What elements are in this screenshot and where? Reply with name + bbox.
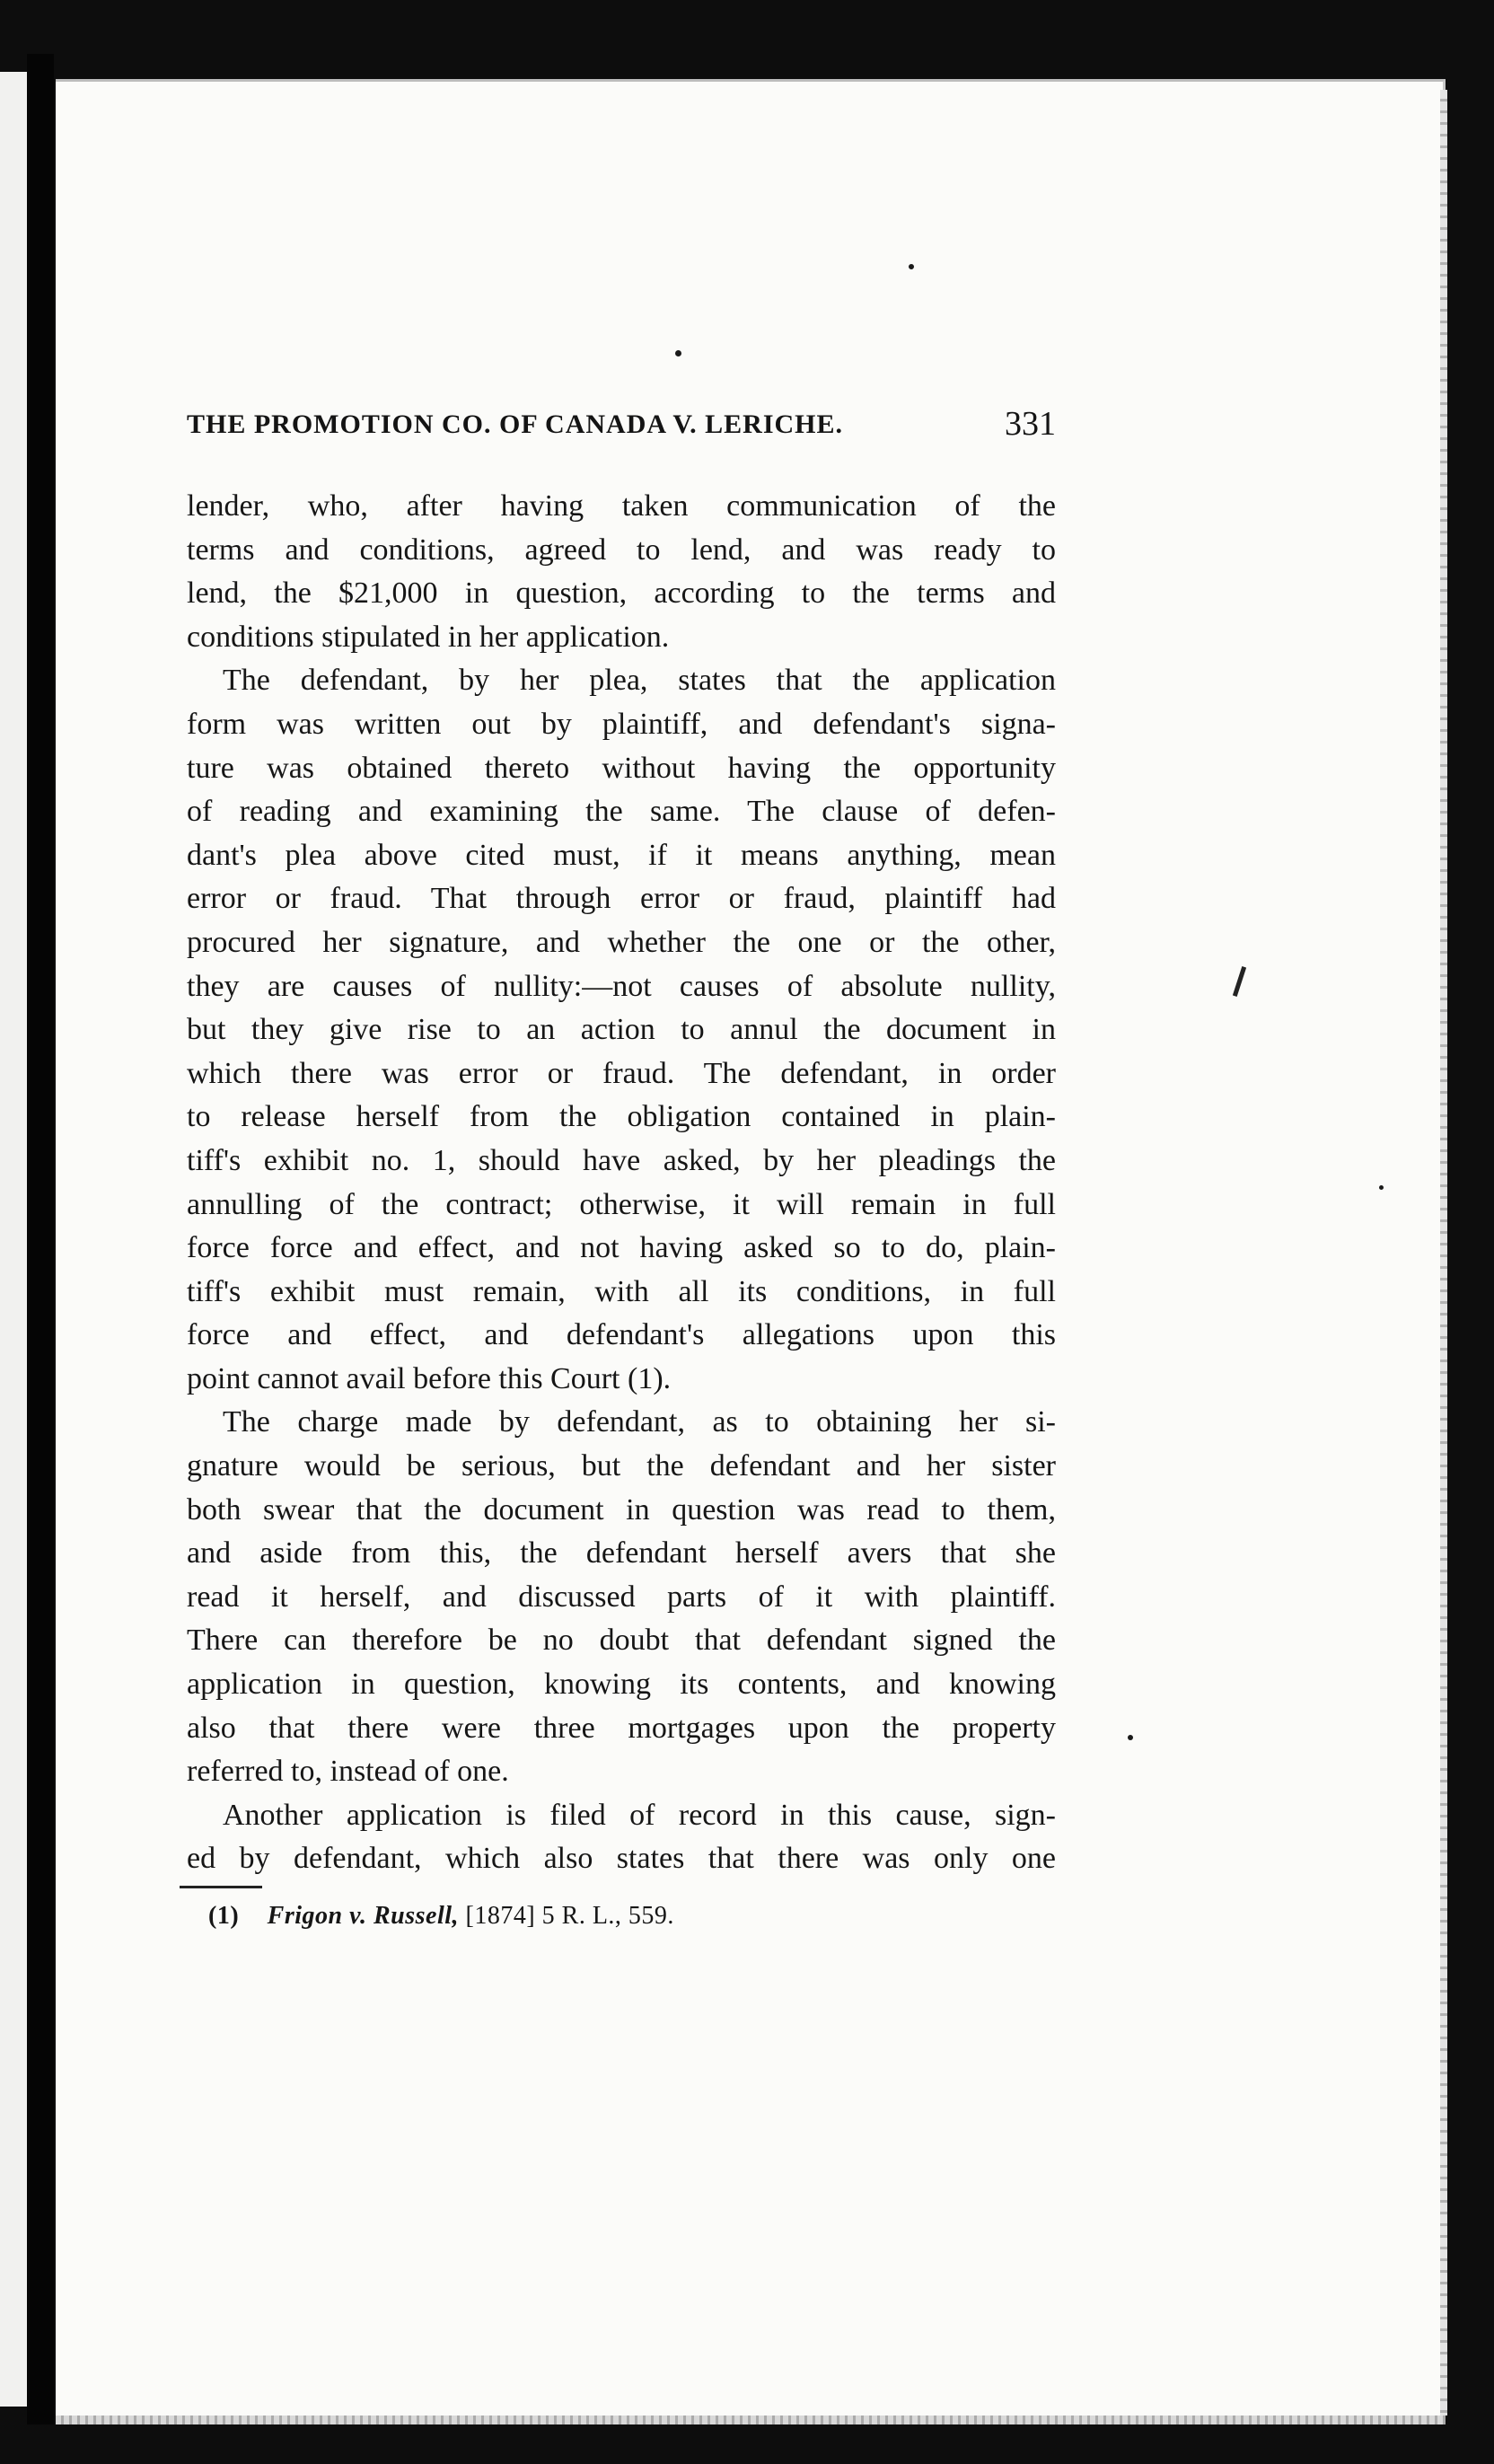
- text-line: lend, the $21,000 in question, according to the terms and: [187, 576, 1056, 611]
- footnote: [208, 1902, 674, 1931]
- text-line: tiff's exhibit no. 1, should have asked, by her pleadings the: [187, 1143, 1056, 1177]
- text-line: read it herself, and discussed parts of it with plaintiff.: [187, 1580, 1056, 1614]
- text-line: The defendant, by her plea, states that the application: [223, 664, 1056, 698]
- text-line: terms and conditions, agreed to lend, and was ready to: [187, 532, 1056, 567]
- text-line: application in question, knowing its contents, and knowing: [187, 1668, 1056, 1702]
- page-edge-bottom: [56, 2416, 1446, 2424]
- scan-speck: [1128, 1735, 1133, 1740]
- body-text: [187, 485, 1056, 1881]
- text-line: form was written out by plaintiff, and defendant's signa-: [187, 707, 1056, 741]
- text-line: The charge made by defendant, as to obtaining her si-: [223, 1405, 1056, 1439]
- paragraph: [187, 659, 1056, 1401]
- book-spine: [27, 54, 54, 2424]
- page-edge-right: [1440, 90, 1447, 2416]
- text-line: point cannot avail before this Court (1).: [187, 1361, 672, 1395]
- text-line: which there was error or fraud. The defendant, in order: [187, 1056, 1056, 1090]
- footnote-marker: (1): [208, 1902, 240, 1930]
- text-line: tiff's exhibit must remain, with all its conditions, in full: [187, 1274, 1056, 1308]
- text-line: annulling of the contract; otherwise, it will remain in full: [187, 1187, 1056, 1221]
- text-line: gnature would be serious, but the defendant and her sister: [187, 1449, 1056, 1483]
- text-line: they are causes of nullity:—not causes of absolute nullity,: [187, 969, 1056, 1003]
- text-line: There can therefore be no doubt that defendant signed the: [187, 1624, 1056, 1658]
- scan-speck: [1379, 1185, 1384, 1190]
- text-line: to release herself from the obligation contained in plain-: [187, 1100, 1056, 1134]
- text-line: of reading and examining the same. The clause of defen-: [187, 795, 1056, 829]
- text-line: both swear that the document in question was read to them,: [187, 1492, 1056, 1527]
- text-line: lender, who, after having taken communication of the: [187, 489, 1056, 523]
- scan-speck: [909, 264, 914, 269]
- adjacent-page-edge: [0, 72, 27, 2407]
- text-line: conditions stipulated in her application.: [187, 620, 670, 654]
- text-line: ture was obtained thereto without having the opportunity: [187, 751, 1056, 785]
- text-line: also that there were three mortgages upon the property: [187, 1711, 1056, 1745]
- text-line: ed by defendant, which also states that there was only one: [187, 1842, 1056, 1876]
- footnote-case-name: Frigon v. Russell,: [267, 1902, 459, 1930]
- paragraph: [187, 485, 1056, 659]
- text-line: but they give rise to an action to annul the document in: [187, 1013, 1056, 1047]
- text-line: Another application is filed of record in this cause, sign-: [223, 1798, 1056, 1832]
- text-line: procured her signature, and whether the one or the other,: [187, 925, 1056, 959]
- text-line: force force and effect, and not having asked so to do, plain-: [187, 1231, 1056, 1265]
- text-line: referred to, instead of one.: [187, 1755, 509, 1789]
- footnote-rule: [180, 1886, 262, 1888]
- page-number: 331: [1005, 405, 1056, 443]
- text-line: error or fraud. That through error or fraud, plaintiff had: [187, 882, 1056, 916]
- paragraph: [187, 1401, 1056, 1793]
- text-line: and aside from this, the defendant herself avers that she: [187, 1536, 1056, 1571]
- text-line: dant's plea above cited must, if it means anything, mean: [187, 838, 1056, 872]
- footnote-citation: [1874] 5 R. L., 559.: [465, 1902, 674, 1930]
- scan-speck: [675, 350, 681, 356]
- paragraph: [187, 1794, 1056, 1881]
- running-head: THE PROMOTION CO. OF CANADA V. LERICHE.: [187, 409, 844, 439]
- text-line: force and effect, and defendant's allegations upon this: [187, 1318, 1056, 1352]
- page-header: [187, 402, 1056, 451]
